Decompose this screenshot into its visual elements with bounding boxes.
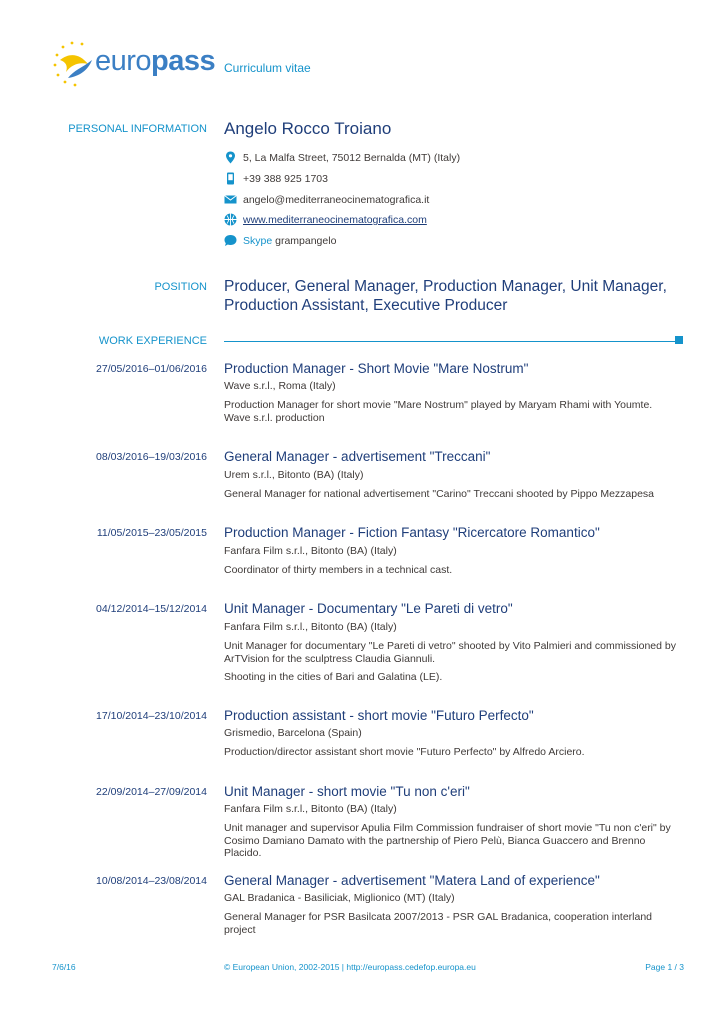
job-employer: Wave s.r.l., Roma (Italy) bbox=[224, 380, 336, 392]
job-title: General Manager - advertisement "Treccani" bbox=[224, 449, 491, 464]
job-employer: Fanfara Film s.r.l., Bitonto (BA) (Italy) bbox=[224, 545, 397, 557]
job-description: Unit Manager for documentary "Le Pareti di vetro" shooted by Vito Palmieri and commissioned by ArTVision for the sculptress Claudia Giannuli. bbox=[224, 640, 676, 665]
job-title: Production assistant - short movie "Futuro Perfecto" bbox=[224, 708, 534, 723]
person-name: Angelo Rocco Troiano bbox=[224, 119, 392, 138]
job-title: Production Manager - Fiction Fantasy "Ricercatore Romantico" bbox=[224, 525, 600, 540]
position-text: Producer, General Manager, Production Manager, Unit Manager, Production Assistant, Executive Producer bbox=[224, 278, 667, 314]
envelope-icon bbox=[224, 193, 237, 206]
footer-copyright[interactable]: © European Union, 2002-2015 | http://europass.cedefop.europa.eu bbox=[224, 962, 476, 972]
footer-page-number: Page 1 / 3 bbox=[645, 962, 684, 972]
job-dates: 10/08/2014–23/08/2014 bbox=[96, 875, 207, 887]
job-description: Production/director assistant short movie "Futuro Perfecto" by Alfredo Arciero. bbox=[224, 746, 585, 758]
website-link[interactable]: www.mediterraneocinematografica.com bbox=[243, 214, 427, 226]
job-dates: 11/05/2015–23/05/2015 bbox=[96, 527, 207, 539]
email-text[interactable]: angelo@mediterraneocinematografica.it bbox=[243, 194, 430, 206]
chat-bubble-icon bbox=[224, 234, 237, 247]
job-title: Unit Manager - Documentary "Le Pareti di vetro" bbox=[224, 601, 513, 616]
job-description: General Manager for PSR Basilcata 2007/2013 - PSR GAL Bradanica, cooperation interland project bbox=[224, 911, 653, 936]
job-title: Unit Manager - short movie "Tu non c'eri" bbox=[224, 784, 470, 799]
section-label-work: WORK EXPERIENCE bbox=[98, 335, 207, 347]
job-dates: 04/12/2014–15/12/2014 bbox=[96, 603, 207, 615]
document-title: Curriculum vitae bbox=[224, 61, 311, 75]
map-pin-icon bbox=[224, 151, 237, 164]
job-description: General Manager for national advertisement "Carino" Treccani shooted by Pippo Mezzapesa bbox=[224, 488, 655, 500]
skype-label: Skype bbox=[243, 235, 273, 247]
job-employer: Grismedio, Barcelona (Spain) bbox=[224, 727, 362, 739]
job-title: General Manager - advertisement "Matera Land of experience" bbox=[224, 873, 600, 888]
job-employer: Fanfara Film s.r.l., Bitonto (BA) (Italy) bbox=[224, 803, 397, 815]
job-description: Coordinator of thirty members in a technical cast. bbox=[224, 564, 453, 576]
section-label-personal: PERSONAL INFORMATION bbox=[68, 123, 207, 135]
globe-icon bbox=[224, 213, 237, 226]
job-dates: 08/03/2016–19/03/2016 bbox=[96, 451, 207, 463]
job-description: Unit manager and supervisor Apulia Film Commission fundraiser of short movie "Tu non c'eri" by Cosimo Damiano Damato with the partnership of Piero Pelù, Bianca Guaccero and Brenno Placido. bbox=[224, 822, 671, 859]
job-dates: 22/09/2014–27/09/2014 bbox=[96, 786, 207, 798]
section-divider-marker bbox=[675, 336, 683, 344]
job-description-extra: Shooting in the cities of Bari and Galatina (LE). bbox=[224, 671, 443, 683]
phone-text: +39 388 925 1703 bbox=[243, 173, 328, 185]
job-employer: Fanfara Film s.r.l., Bitonto (BA) (Italy) bbox=[224, 621, 397, 633]
europass-wordmark: europass bbox=[95, 45, 216, 77]
job-employer: GAL Bradanica - Basiliciak, Miglionico (MT) (Italy) bbox=[224, 892, 455, 904]
job-dates: 17/10/2014–23/10/2014 bbox=[96, 710, 207, 722]
section-label-position: POSITION bbox=[154, 281, 207, 293]
section-divider bbox=[224, 341, 676, 342]
job-dates: 27/05/2016–01/06/2016 bbox=[96, 363, 207, 375]
job-employer: Urem s.r.l., Bitonto (BA) (Italy) bbox=[224, 469, 364, 481]
job-title: Production Manager - Short Movie "Mare Nostrum" bbox=[224, 361, 529, 376]
phone-icon bbox=[224, 172, 237, 185]
skype-id: grampangelo bbox=[275, 235, 337, 247]
address-text: 5, La Malfa Street, 75012 Bernalda (MT) (Italy) bbox=[243, 152, 461, 164]
job-description: Production Manager for short movie "Mare Nostrum" played by Maryam Rhami with Youmte. Wave s.r.l. production bbox=[224, 399, 653, 424]
footer-date: 7/6/16 bbox=[52, 962, 76, 972]
